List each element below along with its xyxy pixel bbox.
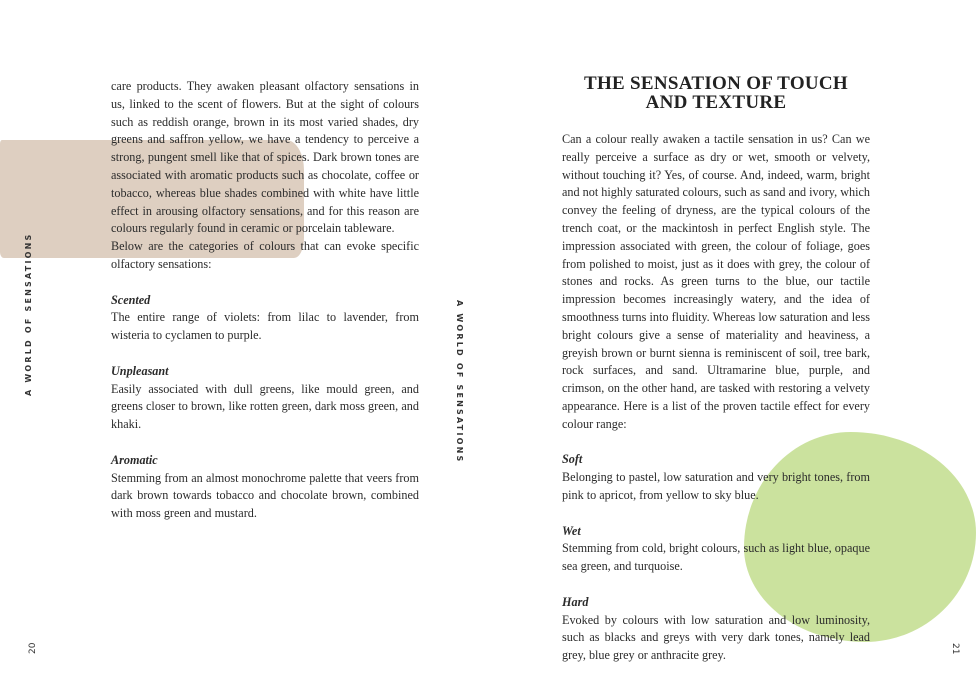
section-title: [562, 74, 870, 112]
intro-paragraph: care products. They awaken pleasant olfactory sensations in us, linked to the scent of flowers. But at the sight of colours such as reddish orange, brown in its most varied shades, dry greens and saffron yellow, we have a tendency to perceive a strong, pungent smell like that of spices. Dark brown tones are associated with aromatic products such as chocolate, coffee or tobacco, whereas blue shades combined with white have little effect in arousing olfactory sensations, and for this reason are colours regularly found in ceramic or porcelain tableware.: [111, 79, 419, 236]
category-text-hard: Evoked by colours with low saturation and low luminosity, such as blacks and greys with very dark tones, namely lead grey, blue grey or anthracite grey.: [562, 612, 870, 663]
category-text-unpleasant: Easily associated with dull greens, like mould green, and greens closer to brown, like rotten green, dark moss green, and khaki.: [111, 381, 419, 432]
right-page: [490, 0, 980, 700]
category-heading-scented: Scented: [111, 292, 151, 307]
category-heading-hard: Hard: [562, 594, 589, 609]
title-line-1: THE SENSATION OF TOUCH: [583, 73, 849, 94]
category-heading-aromatic: Aromatic: [111, 452, 158, 467]
running-header-right: A WORLD OF SENSATIONS: [455, 300, 464, 464]
page-number-left: 20: [28, 642, 38, 654]
category-text-wet: Stemming from cold, bright colours, such as light blue, opaque sea green, and turquoise.: [562, 541, 870, 574]
running-header-left: A WORLD OF SENSATIONS: [24, 232, 33, 396]
category-text-soft: Belonging to pastel, low saturation and very bright tones, from pink to apricot, from yellow to sky blue.: [562, 470, 870, 502]
intro-line: Below are the categories of colours that can evoke specific olfactory sensations:: [111, 239, 419, 271]
left-body-text: [111, 78, 419, 523]
page-number-right: 21: [950, 643, 960, 655]
category-heading-soft: Soft: [562, 452, 583, 467]
category-text-aromatic: Stemming from an almost monochrome palette that veers from dark brown towards tobacco and chocolate brown, combined with moss green and mustard.: [111, 470, 419, 521]
category-heading-wet: Wet: [562, 523, 581, 538]
body-paragraph: Can a colour really awaken a tactile sensation in us? Can we really perceive a surface as dry or wet, smooth or velvety, without touching it? Yes, of course. And, indeed, warm, bright and not highly saturated colours, such as sand and ivory, which convey the feeling of dryness, are the typical colours of the trench coat, or the mackintosh in perfect English style. The impression associated with green, the colour of foliage, goes from polished to moist, just as it does with grey, the colour of stones and rocks. As green turns to the blue, our tactile impression becomes increasingly watery, and the idea of smoothness turns into fluidity. Whereas low saturation and less bright colours give a sense of materiality and heaviness, a greyish brown or burnt sienna is reminiscent of soil, tree bark, rock surfaces, and sand. Ultramarine blue, purple, and crimson, on the other hand, are tasked with restoring a velvety appearance. Here is a list of the proven tactile effect for every colour range:: [562, 132, 870, 431]
category-text-scented: The entire range of violets: from lilac to lavender, from wisteria to cyclamen to purple.: [111, 310, 419, 343]
right-body-text: [562, 131, 870, 665]
category-heading-unpleasant: Unpleasant: [111, 363, 169, 378]
title-line-2: AND TEXTURE: [645, 92, 787, 113]
